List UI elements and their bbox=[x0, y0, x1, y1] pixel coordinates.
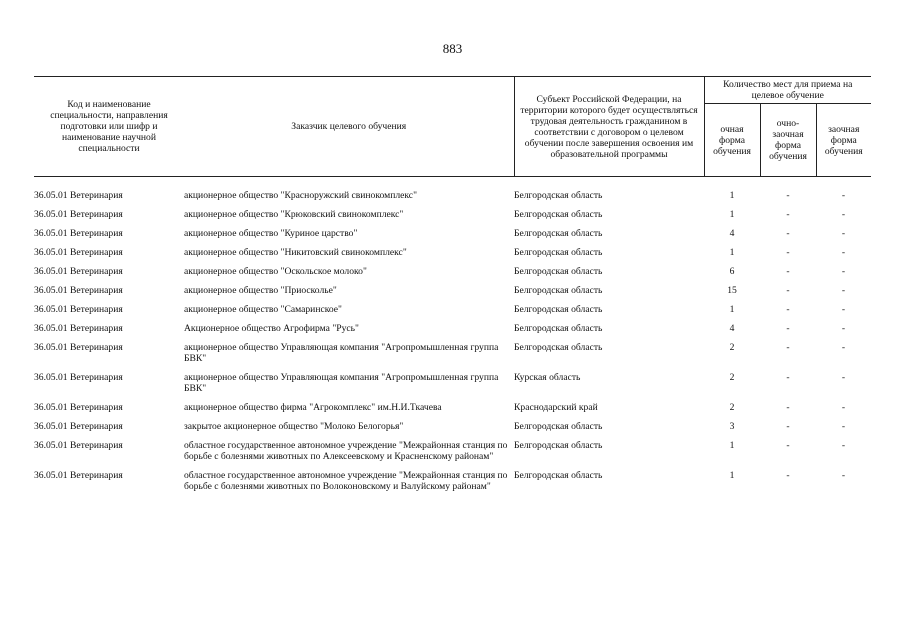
cell-extramural: - bbox=[841, 342, 846, 353]
cell-customer: Акционерное общество Агрофирма "Русь" bbox=[184, 323, 359, 334]
table-row bbox=[34, 372, 871, 402]
cell-code: 36.05.01 Ветеринария bbox=[34, 372, 123, 383]
cell-fulltime: 1 bbox=[729, 190, 735, 201]
cell-mixed: - bbox=[786, 285, 790, 296]
cell-customer: акционерное общество Управляющая компания "Агропромышленная группа БВК" bbox=[184, 372, 499, 394]
cell-code: 36.05.01 Ветеринария bbox=[34, 342, 123, 353]
cell-extramural: - bbox=[841, 440, 846, 451]
cell-customer: акционерное общество "Приосколье" bbox=[184, 285, 337, 296]
table-row bbox=[34, 402, 871, 421]
cell-extramural: - bbox=[841, 304, 846, 315]
cell-code: 36.05.01 Ветеринария bbox=[34, 440, 123, 451]
cell-mixed: - bbox=[786, 266, 790, 277]
cell-extramural: - bbox=[841, 209, 846, 220]
cell-customer: акционерное общество "Самаринское" bbox=[184, 304, 342, 315]
cell-extramural: - bbox=[841, 228, 846, 239]
header-extramural: заочная форма обучения bbox=[816, 104, 871, 177]
cell-extramural: - bbox=[841, 470, 846, 481]
cell-fulltime: 1 bbox=[729, 470, 735, 481]
cell-region: Белгородская область bbox=[514, 190, 603, 201]
table-row bbox=[34, 470, 871, 500]
cell-mixed: - bbox=[786, 228, 790, 239]
cell-customer: акционерное общество "Оскольское молоко" bbox=[184, 266, 367, 277]
cell-code: 36.05.01 Ветеринария bbox=[34, 323, 123, 334]
header-mixed: очно-заочная форма обучения bbox=[760, 104, 816, 177]
cell-region: Краснодарский край bbox=[514, 402, 598, 413]
cell-mixed: - bbox=[786, 372, 790, 383]
header-code: Код и наименование специальности, направления подготовки или шифр и наименование научной специальности bbox=[34, 77, 184, 177]
header-spacer bbox=[34, 177, 871, 191]
cell-code: 36.05.01 Ветеринария bbox=[34, 402, 123, 413]
table-row bbox=[34, 228, 871, 247]
cell-code: 36.05.01 Ветеринария bbox=[34, 470, 123, 481]
cell-code: 36.05.01 Ветеринария bbox=[34, 209, 123, 220]
header-places: Количество мест для приема на целевое обучение bbox=[704, 77, 871, 104]
cell-fulltime: 4 bbox=[729, 323, 735, 334]
table-row bbox=[34, 304, 871, 323]
cell-customer: областное государственное автономное учреждение "Межрайонная станция по борьбе с болезнями животных по Алексеевскому и Красненскому районам" bbox=[184, 440, 508, 462]
cell-code: 36.05.01 Ветеринария bbox=[34, 190, 123, 201]
table-header-row bbox=[34, 77, 871, 104]
cell-customer: акционерное общество "Никитовский свинокомплекс" bbox=[184, 247, 407, 258]
header-region: Субъект Российской Федерации, на территории которого будет осуществляться трудовая деятельность гражданином в соответствии с договором о целевом обучении после завершения освоения им образовательной программы bbox=[514, 77, 704, 177]
cell-extramural: - bbox=[841, 323, 846, 334]
cell-region: Белгородская область bbox=[514, 304, 603, 315]
cell-mixed: - bbox=[786, 247, 790, 258]
cell-region: Белгородская область bbox=[514, 342, 603, 353]
cell-customer: акционерное общество "Крюковский свинокомплекс" bbox=[184, 209, 404, 220]
table-row bbox=[34, 209, 871, 228]
table-row bbox=[34, 247, 871, 266]
cell-extramural: - bbox=[841, 402, 846, 413]
cell-fulltime: 2 bbox=[729, 372, 735, 383]
cell-mixed: - bbox=[786, 421, 790, 432]
cell-fulltime: 4 bbox=[729, 228, 735, 239]
cell-region: Белгородская область bbox=[514, 228, 603, 239]
table-row bbox=[34, 440, 871, 470]
cell-region: Белгородская область bbox=[514, 266, 603, 277]
cell-fulltime: 15 bbox=[727, 285, 737, 296]
header-fulltime: очная форма обучения bbox=[704, 104, 760, 177]
target-admission-table bbox=[34, 76, 871, 500]
cell-mixed: - bbox=[786, 190, 790, 201]
table-row bbox=[34, 421, 871, 440]
cell-region: Белгородская область bbox=[514, 247, 603, 258]
table-body bbox=[34, 177, 871, 501]
cell-region: Белгородская область bbox=[514, 440, 603, 451]
cell-fulltime: 2 bbox=[729, 402, 735, 413]
cell-customer: областное государственное автономное учреждение "Межрайонная станция по борьбе с болезнями животных по Волоконовскому и Валуйскому районам" bbox=[184, 470, 508, 492]
header-customer: Заказчик целевого обучения bbox=[184, 77, 514, 177]
page-number: 883 bbox=[442, 41, 463, 56]
cell-mixed: - bbox=[786, 323, 790, 334]
cell-customer: акционерное общество Управляющая компания "Агропромышленная группа БВК" bbox=[184, 342, 499, 364]
cell-code: 36.05.01 Ветеринария bbox=[34, 266, 123, 277]
cell-mixed: - bbox=[786, 440, 790, 451]
cell-fulltime: 6 bbox=[729, 266, 735, 277]
cell-mixed: - bbox=[786, 470, 790, 481]
cell-code: 36.05.01 Ветеринария bbox=[34, 304, 123, 315]
cell-fulltime: 3 bbox=[729, 421, 735, 432]
cell-extramural: - bbox=[841, 190, 846, 201]
cell-fulltime: 2 bbox=[729, 342, 735, 353]
cell-region: Белгородская область bbox=[514, 285, 603, 296]
cell-customer: закрытое акционерное общество "Молоко Белогорья" bbox=[184, 421, 404, 432]
cell-extramural: - bbox=[841, 421, 846, 432]
cell-extramural: - bbox=[841, 266, 846, 277]
cell-region: Белгородская область bbox=[514, 470, 603, 481]
cell-customer: акционерное общество фирма "Агрокомплекс" им.Н.И.Ткачева bbox=[184, 402, 442, 413]
cell-mixed: - bbox=[786, 402, 790, 413]
table-row bbox=[34, 323, 871, 342]
cell-fulltime: 1 bbox=[729, 247, 735, 258]
cell-customer: акционерное общество "Куриное царство" bbox=[184, 228, 358, 239]
table-row bbox=[34, 285, 871, 304]
cell-extramural: - bbox=[841, 247, 846, 258]
cell-code: 36.05.01 Ветеринария bbox=[34, 247, 123, 258]
cell-region: Курская область bbox=[514, 372, 581, 383]
cell-code: 36.05.01 Ветеринария bbox=[34, 421, 123, 432]
cell-region: Белгородская область bbox=[514, 421, 603, 432]
cell-code: 36.05.01 Ветеринария bbox=[34, 285, 123, 296]
cell-extramural: - bbox=[841, 285, 846, 296]
table-row bbox=[34, 342, 871, 372]
cell-customer: акционерное общество "Красноружский свинокомплекс" bbox=[184, 190, 417, 201]
cell-fulltime: 1 bbox=[729, 209, 735, 220]
cell-fulltime: 1 bbox=[729, 440, 735, 451]
table-row bbox=[34, 266, 871, 285]
table-row bbox=[34, 190, 871, 209]
cell-region: Белгородская область bbox=[514, 209, 603, 220]
cell-extramural: - bbox=[841, 372, 846, 383]
cell-code: 36.05.01 Ветеринария bbox=[34, 228, 123, 239]
cell-mixed: - bbox=[786, 304, 790, 315]
cell-fulltime: 1 bbox=[729, 304, 735, 315]
cell-mixed: - bbox=[786, 342, 790, 353]
cell-mixed: - bbox=[786, 209, 790, 220]
cell-region: Белгородская область bbox=[514, 323, 603, 334]
